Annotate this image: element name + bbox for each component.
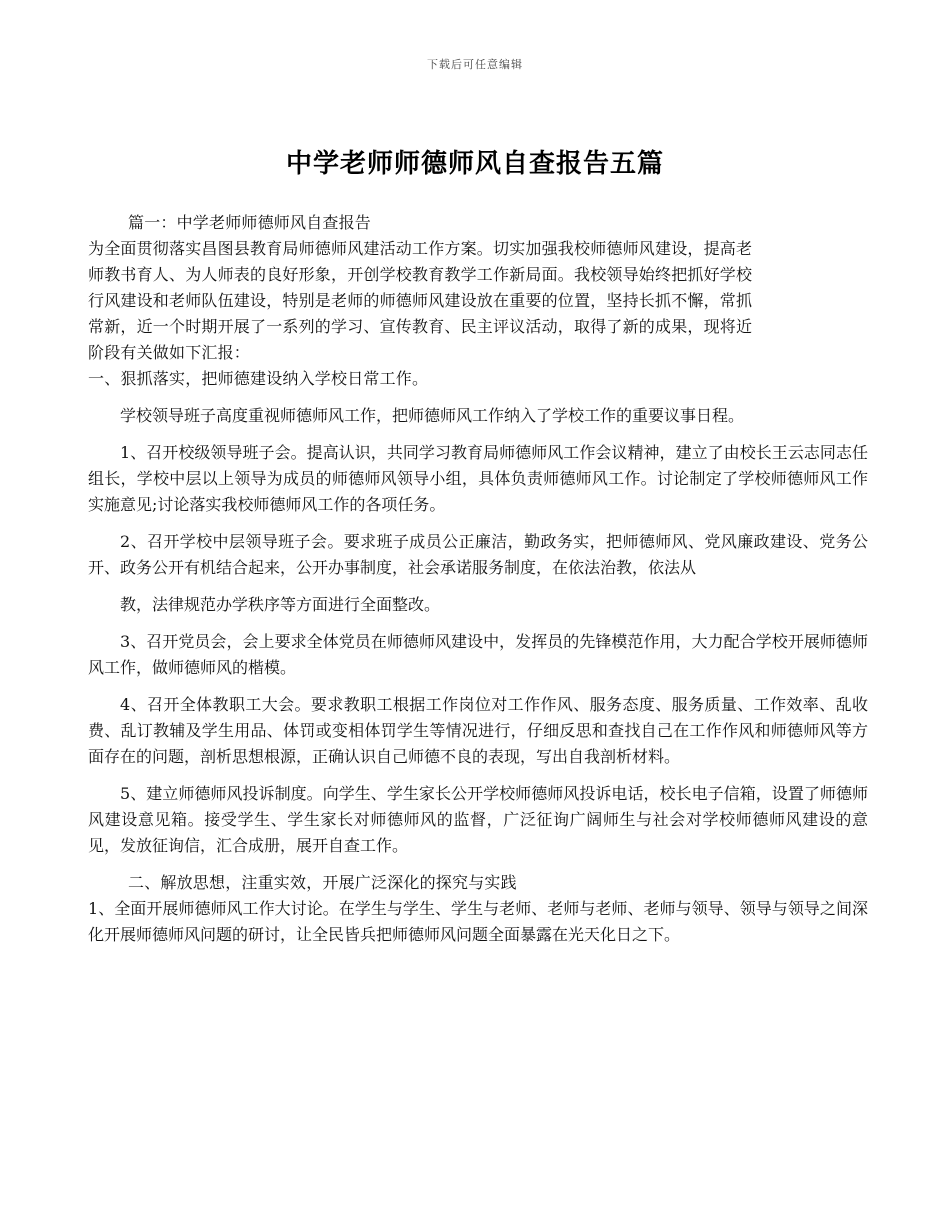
intro-line: 为全面贯彻落实昌图县教育局师德师风建活动工作方案。切实加强我校师德师风建设，提高老 bbox=[88, 239, 753, 258]
paragraph: 1、全面开展师德师风工作大讨论。在学生与学生、学生与老师、老师与老师、老师与领导、领导与领导之间深化开展师德师风问题的研讨，让全民皆兵把师德师风问题全面暴露在光天化日之下。 bbox=[88, 899, 868, 944]
paragraph: 学校领导班子高度重视师德师风工作，把师德师风工作纳入了学校工作的重要议事日程。 bbox=[120, 406, 745, 425]
document-title: 中学老师师德师风自查报告五篇 bbox=[285, 149, 664, 179]
paragraph: 3、召开党员会，会上要求全体党员在师德师风建设中，发挥员的先锋模范作用，大力配合学校开展师德师风工作，做师德师风的楷模。 bbox=[88, 632, 868, 677]
paragraph: 教，法律规范办学秩序等方面进行全面整改。 bbox=[120, 595, 441, 614]
intro-line: 常新，近一个时期开展了一系列的学习、宣传教育、民主评议活动，取得了新的成果，现将近 bbox=[88, 317, 753, 336]
article-heading: 篇一：中学老师师德师风自查报告 bbox=[128, 213, 372, 232]
paragraph: 1、召开校级领导班子会。提高认识，共同学习教育局师德师风工作会议精神，建立了由校长王云志同志任组长，学校中层以上领导为成员的师德师风领导小组，具体负责师德师风工作。讨论制定了学校师德师风工作实施意见;讨论落实我校师德师风工作的各项任务。 bbox=[88, 443, 868, 514]
section-heading: 一、狠抓落实，把师德建设纳入学校日常工作。 bbox=[88, 369, 429, 388]
intro-line: 阶段有关做如下汇报： bbox=[88, 343, 251, 362]
section-heading: 二、解放思想，注重实效，开展广泛深化的探究与实践 bbox=[128, 873, 517, 892]
document-body bbox=[88, 210, 868, 948]
paragraph: 5、建立师德师风投诉制度。向学生、学生家长公开学校师德师风投诉电话，校长电子信箱，设置了师德师风建设意见箱。接受学生、学生家长对师德师风的监督，广泛征询广阔师生与社会对学校师德师风建设的意见，发放征询信，汇合成册，展开自查工作。 bbox=[88, 784, 868, 855]
paragraph: 4、召开全体教职工大会。要求教职工根据工作岗位对工作作风、服务态度、服务质量、工作效率、乱收费、乱订教辅及学生用品、体罚或变相体罚学生等情况进行，仔细反思和查找自己在工作作风和师德师风等方面存在的问题，剖析思想根源，正确认识自己师德不良的表现，写出自我剖析材料。 bbox=[88, 695, 868, 766]
intro-line: 师教书育人、为人师表的良好形象，开创学校教育教学工作新局面。我校领导始终把抓好学校 bbox=[88, 265, 753, 284]
paragraph: 2、召开学校中层领导班子会。要求班子成员公正廉洁，勤政务实，把师德师风、党风廉政建设、党务公开、政务公开有机结合起来，公开办事制度，社会承诺服务制度，在依法治教，依法从 bbox=[88, 532, 868, 577]
intro-line: 行风建设和老师队伍建设，特别是老师的师德师风建设放在重要的位置，坚持长抓不懈，常抓 bbox=[88, 291, 753, 310]
header-note: 下载后可任意编辑 bbox=[427, 58, 523, 71]
